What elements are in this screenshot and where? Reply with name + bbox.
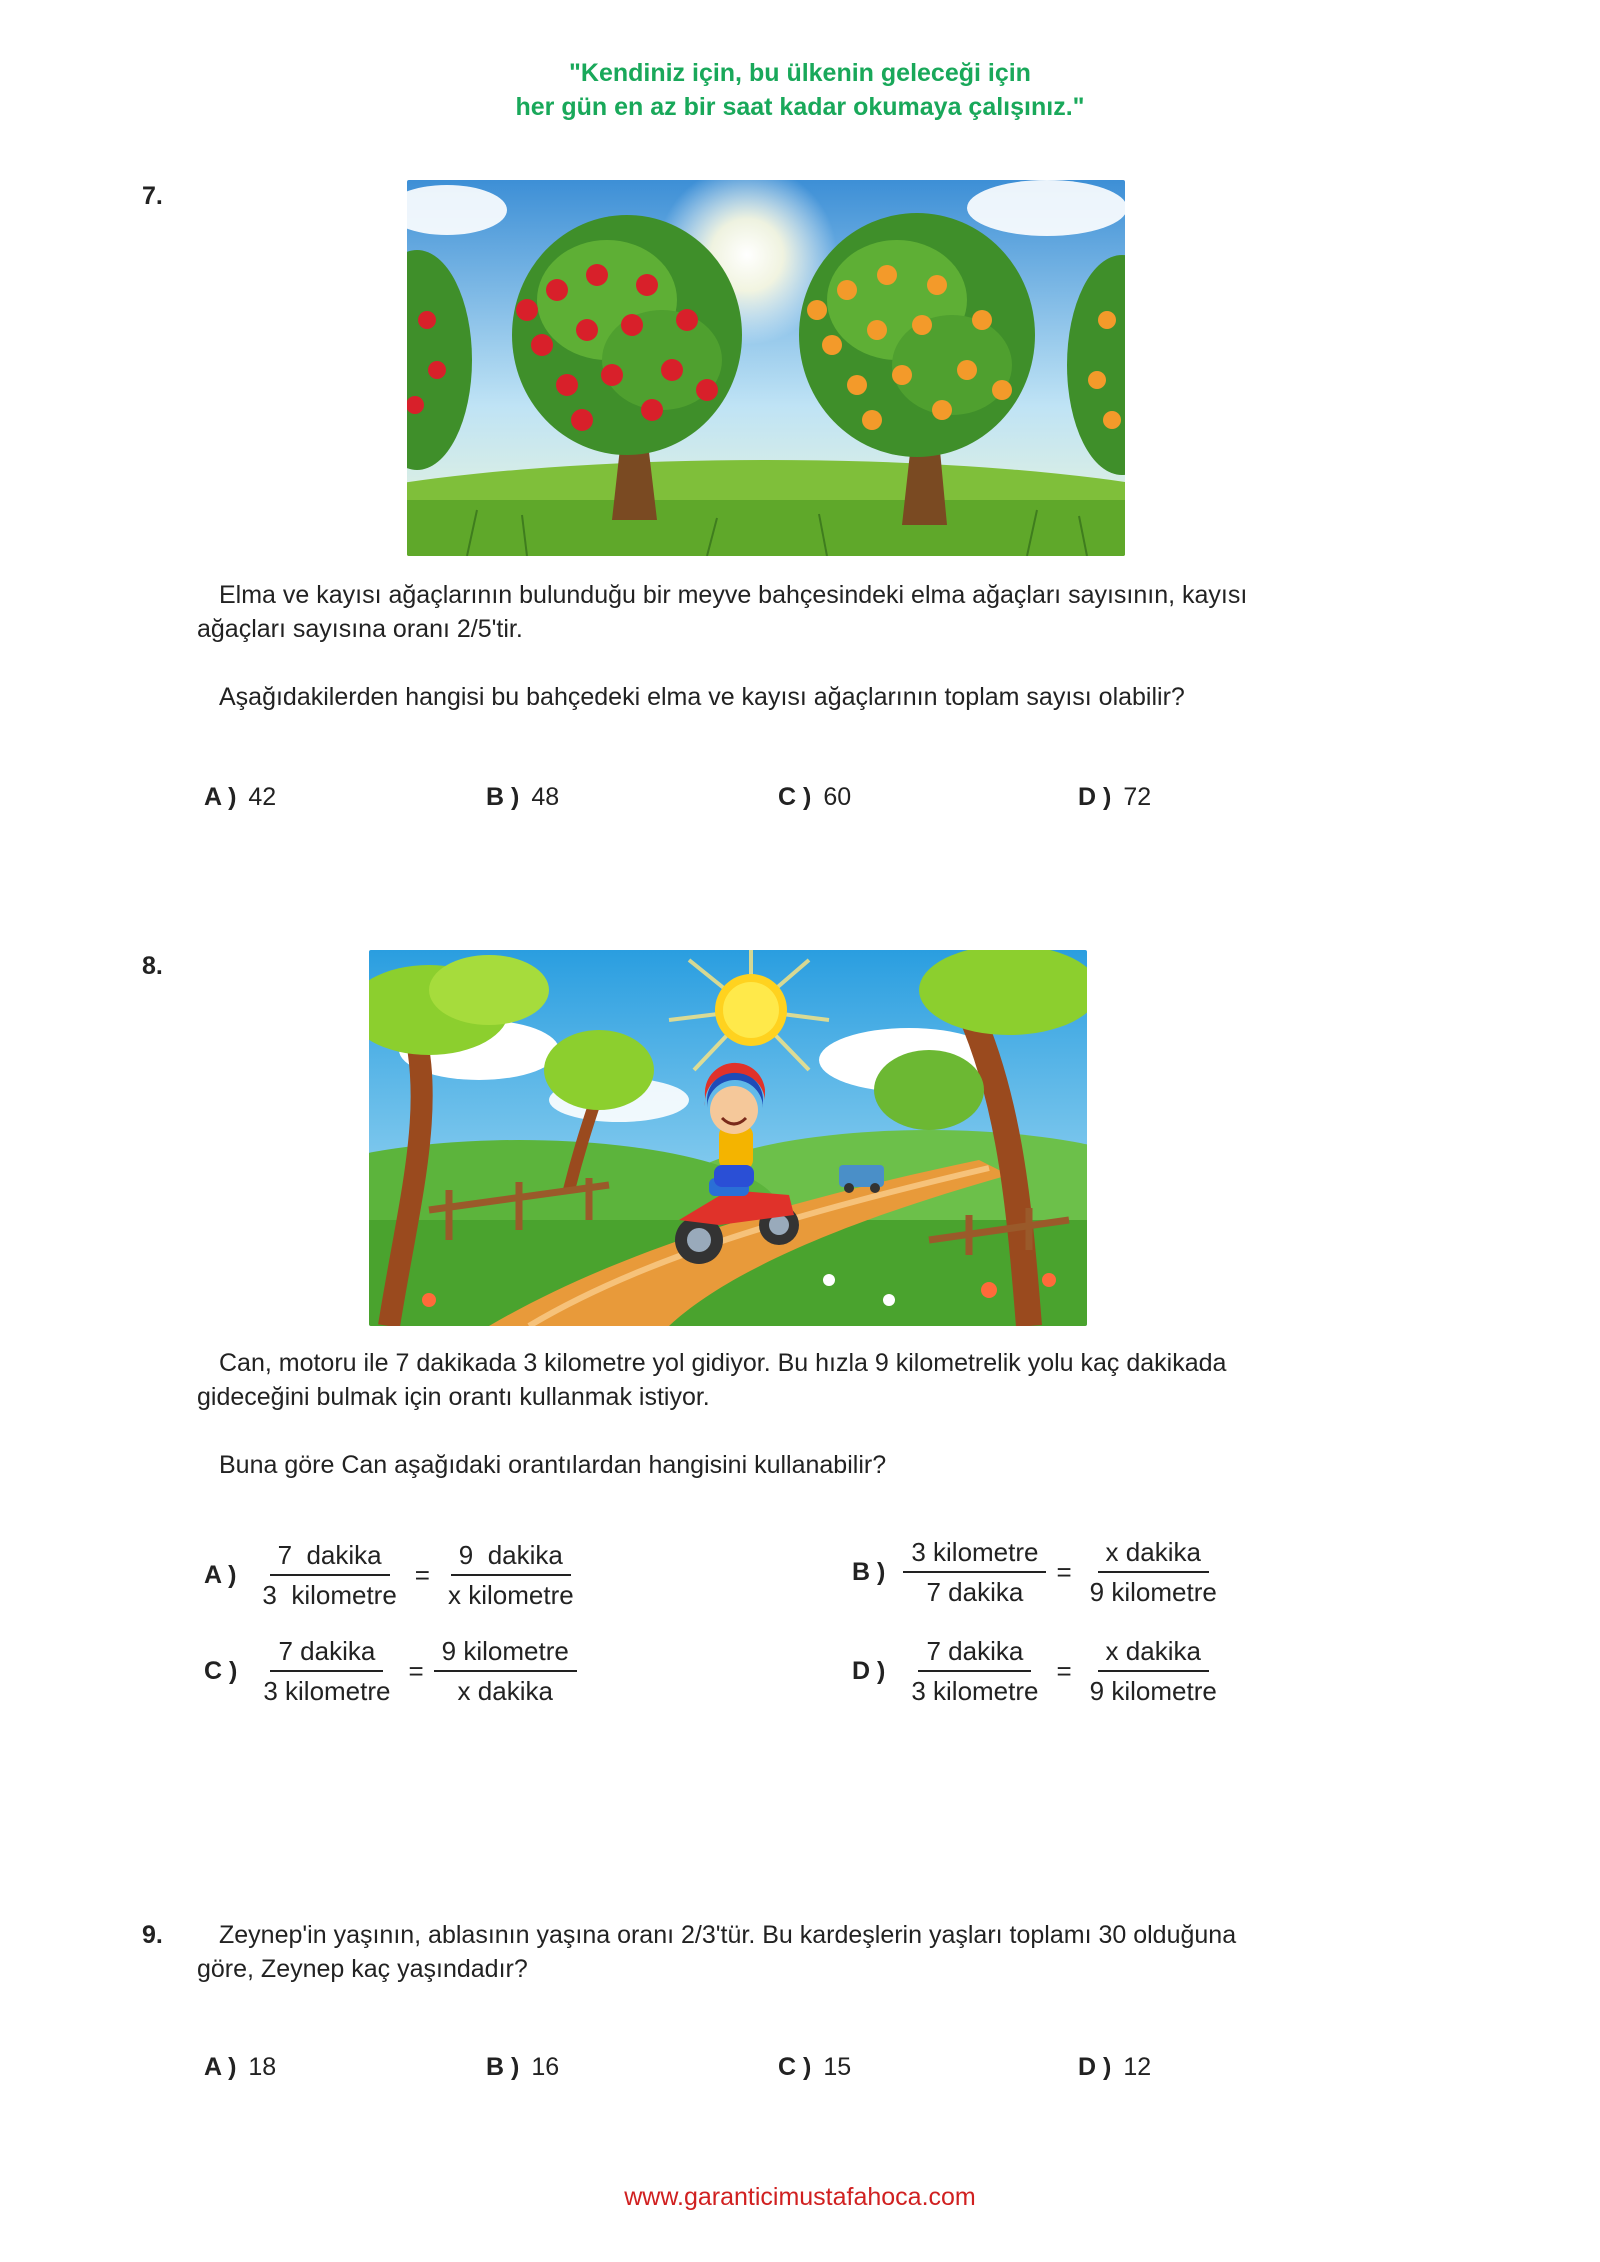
q7-option-b[interactable] — [486, 783, 559, 812]
header-quote — [0, 56, 1600, 124]
orchard-image — [407, 180, 1125, 556]
question-9-text-line-2: göre, Zeynep kaç yaşındadır? — [197, 1955, 528, 1983]
q7-option-c-label: C ) — [778, 783, 812, 811]
fraction-numerator: x dakika — [1098, 1535, 1209, 1573]
q8-option-d-left-fraction — [899, 1634, 1050, 1708]
q9-option-a-value: 18 — [248, 2053, 277, 2081]
q7-option-b-value: 48 — [531, 783, 560, 811]
q7-option-a[interactable] — [204, 783, 276, 812]
quote-line-2: her gün en az bir saat kadar okumaya çalışınız." — [515, 93, 1085, 121]
q9-option-d[interactable] — [1078, 2053, 1151, 2082]
question-8-number: 8. — [142, 952, 163, 980]
q8-option-a-label: A ) — [204, 1560, 237, 1589]
equals-sign: = — [408, 1655, 424, 1686]
q7-option-d-label: D ) — [1078, 783, 1112, 811]
q8-option-d[interactable] — [852, 1634, 1229, 1708]
q8-option-c-right-fraction — [430, 1634, 581, 1708]
q9-option-a[interactable] — [204, 2053, 276, 2082]
fraction-numerator: 3 kilometre — [903, 1535, 1046, 1573]
fraction-denominator: 3 kilometre — [262, 1580, 397, 1610]
fraction-denominator: 3 kilometre — [911, 1676, 1039, 1706]
fraction-denominator: 9 kilometre — [1089, 1676, 1217, 1706]
question-8-text-line-2: gideceğini bulmak için orantı kullanmak istiyor. — [197, 1383, 710, 1411]
question-8-prompt — [197, 1448, 1397, 1482]
q9-option-b-label: B ) — [486, 2053, 520, 2081]
q8-option-a[interactable] — [204, 1538, 586, 1612]
quote-line-1: "Kendiniz için, bu ülkenin geleceği için — [569, 59, 1031, 87]
q8-option-a-left-fraction — [250, 1538, 408, 1612]
question-8-prompt-text: Buna göre Can aşağıdaki orantılardan hangisini kullanabilir? — [219, 1451, 887, 1479]
q9-option-c-value: 15 — [823, 2053, 852, 2081]
equals-sign: = — [1056, 1655, 1072, 1686]
q9-option-b[interactable] — [486, 2053, 559, 2082]
fraction-denominator: 3 kilometre — [263, 1676, 391, 1706]
question-7-prompt — [197, 680, 1397, 714]
q8-option-b-label: B ) — [852, 1557, 886, 1586]
fraction-numerator: 7 dakika — [918, 1634, 1031, 1672]
footer-url[interactable]: www.garanticimustafahoca.com — [624, 2183, 976, 2211]
question-9-text-line-1: Zeynep'in yaşının, ablasının yaşına oranı 2/3'tür. Bu kardeşlerin yaşları toplamı 30 olduğuna — [219, 1921, 1237, 1949]
q8-option-b-right-fraction — [1078, 1535, 1229, 1609]
question-7-text-line-1: Elma ve kayısı ağaçlarının bulunduğu bir meyve bahçesindeki elma ağaçları sayısının, kayısı — [219, 581, 1248, 609]
question-7-text-line-2: ağaçları sayısına oranı 2/5'tir. — [197, 615, 523, 643]
q7-option-d[interactable] — [1078, 783, 1151, 812]
motorbike-image — [369, 950, 1087, 1326]
question-8-text — [197, 1346, 1397, 1414]
fraction-numerator: 9 kilometre — [434, 1634, 577, 1672]
equals-sign: = — [1056, 1556, 1072, 1587]
fraction-numerator: 7 dakika — [270, 1538, 390, 1576]
q8-option-b-left-fraction — [899, 1535, 1050, 1609]
question-7-text — [197, 578, 1397, 646]
q9-option-a-label: A ) — [204, 2053, 237, 2081]
fraction-denominator: 7 dakika — [926, 1577, 1024, 1607]
fraction-denominator: x dakika — [457, 1676, 553, 1706]
fraction-numerator: 7 dakika — [270, 1634, 383, 1672]
fraction-denominator: 9 kilometre — [1089, 1577, 1217, 1607]
q7-option-c[interactable] — [778, 783, 851, 812]
q8-option-d-label: D ) — [852, 1656, 886, 1685]
q9-option-b-value: 16 — [531, 2053, 560, 2081]
question-9-text — [197, 1918, 1397, 1986]
q8-option-a-right-fraction — [436, 1538, 586, 1612]
q7-option-c-value: 60 — [823, 783, 852, 811]
equals-sign: = — [414, 1559, 430, 1590]
q9-option-c-label: C ) — [778, 2053, 812, 2081]
q9-option-d-label: D ) — [1078, 2053, 1112, 2081]
q7-option-a-value: 42 — [248, 783, 277, 811]
q7-option-a-label: A ) — [204, 783, 237, 811]
q8-option-c-left-fraction — [251, 1634, 402, 1708]
fraction-numerator: x dakika — [1098, 1634, 1209, 1672]
q8-option-b[interactable] — [852, 1535, 1229, 1609]
fraction-denominator: x kilometre — [447, 1580, 574, 1610]
q9-option-d-value: 12 — [1123, 2053, 1152, 2081]
q8-option-c-label: C ) — [204, 1656, 238, 1685]
q8-option-c[interactable] — [204, 1634, 581, 1708]
question-7-prompt-text: Aşağıdakilerden hangisi bu bahçedeki elma ve kayısı ağaçlarının toplam sayısı olabilir? — [219, 683, 1185, 711]
question-7-number: 7. — [142, 182, 163, 210]
q8-option-d-right-fraction — [1078, 1634, 1229, 1708]
fraction-numerator: 9 dakika — [451, 1538, 571, 1576]
motorbike-illustration — [369, 950, 1087, 1326]
q7-option-d-value: 72 — [1123, 783, 1152, 811]
q7-option-b-label: B ) — [486, 783, 520, 811]
orchard-illustration — [407, 180, 1125, 556]
question-8-text-line-1: Can, motoru ile 7 dakikada 3 kilometre yol gidiyor. Bu hızla 9 kilometrelik yolu kaç dakikada — [219, 1349, 1227, 1377]
question-9-number: 9. — [142, 1921, 163, 1949]
q9-option-c[interactable] — [778, 2053, 851, 2082]
